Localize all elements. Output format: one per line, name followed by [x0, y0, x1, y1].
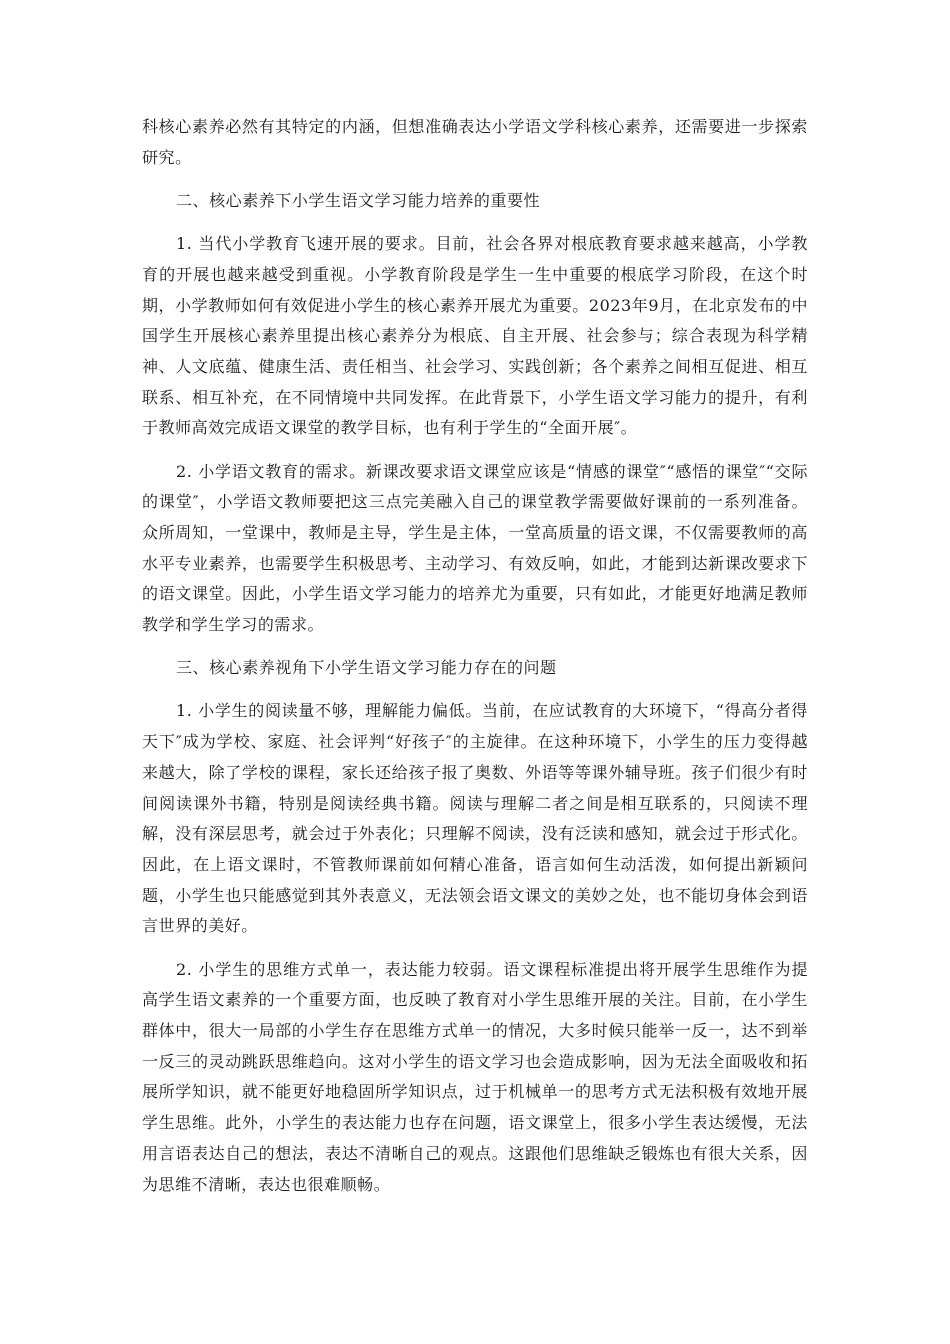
section-heading-3: 三、核心素养视角下小学生语文学习能力存在的问题 [176, 658, 557, 678]
paragraph-3-1: 1. 小学生的阅读量不够，理解能力偏低。当前，在应试教育的大环境下，“得高分者得天下″成为学校、家庭、社会评判“好孩子″的主旋律。在这种环境下，小学生的压力变得越来越大，除了学校的课程，家长还给孩子报了奥数、外语等等课外辅导班。孩子们很少有时间阅读课外书籍，特别是阅读经典书籍。阅读与理解二者之间是相互联系的，只阅读不理解，没有深层思考，就会过于外表化；只理解不阅读，没有泛读和感知，就会过于形式化。因此，在上语文课时，不管教师课前如何精心准备，语言如何生动活泼，如何提出新颖问题，小学生也只能感觉到其外表意义，无法领会语文课文的美妙之处，也不能切身体会到语言世界的美好。 [142, 701, 808, 936]
paragraph-intro-continuation: 科核心素养必然有其特定的内涵，但想准确表达小学语文学科核心素养，还需要进一步探索研究。 [142, 117, 808, 167]
paragraph-2-1: 1. 当代小学教育飞速开展的要求。目前，社会各界对根底教育要求越来越高，小学教育的开展也越来越受到重视。小学教育阶段是学生一生中重要的根底学习阶段，在这个时期，小学教师如何有效促进小学生的核心素养开展尤为重要。2023年9月，在北京发布的中国学生开展核心素养里提出核心素养分为根底、自主开展、社会参与；综合表现为科学精神、人文底蕴、健康生活、责任相当、社会学习、实践创新；各个素养之间相互促进、相互联系、相互补充，在不同情境中共同发挥。在此背景下，小学生语文学习能力的提升，有利于教师高效完成语文课堂的教学目标，也有利于学生的“全面开展″。 [142, 234, 808, 438]
document-body [142, 112, 808, 1213]
paragraph-2-2: 2. 小学语文教育的需求。新课改要求语文课堂应该是“情感的课堂″“感悟的课堂″“交际的课堂″，小学语文教师要把这三点完美融入自己的课堂教学需要做好课前的一系列准备。众所周知，一堂课中，教师是主导，学生是主体，一堂高质量的语文课，不仅需要教师的高水平专业素养，也需要学生积极思考、主动学习、有效反响，如此，才能到达新课改要求下的语文课堂。因此，小学生语文学习能力的培养尤为重要，只有如此，才能更好地满足教师教学和学生学习的需求。 [142, 461, 808, 635]
paragraph-3-2: 2. 小学生的思维方式单一，表达能力较弱。语文课程标准提出将开展学生思维作为提高学生语文素养的一个重要方面，也反映了教育对小学生思维开展的关注。目前，在小学生群体中，很大一局部的小学生存在思维方式单一的情况，大多时候只能举一反一，达不到举一反三的灵动跳跃思维趋向。这对小学生的语文学习也会造成影响，因为无法全面吸收和拓展所学知识，就不能更好地稳固所学知识点，过于机械单一的思考方式无法积极有效地开展学生思维。此外，小学生的表达能力也存在问题，语文课堂上，很多小学生表达缓慢，无法用言语表达自己的想法，表达不清晰自己的观点。这跟他们思维缺乏锻炼也有很大关系，因为思维不清晰，表达也很难顺畅。 [142, 959, 808, 1194]
section-heading-2: 二、核心素养下小学生语文学习能力培养的重要性 [176, 190, 541, 210]
